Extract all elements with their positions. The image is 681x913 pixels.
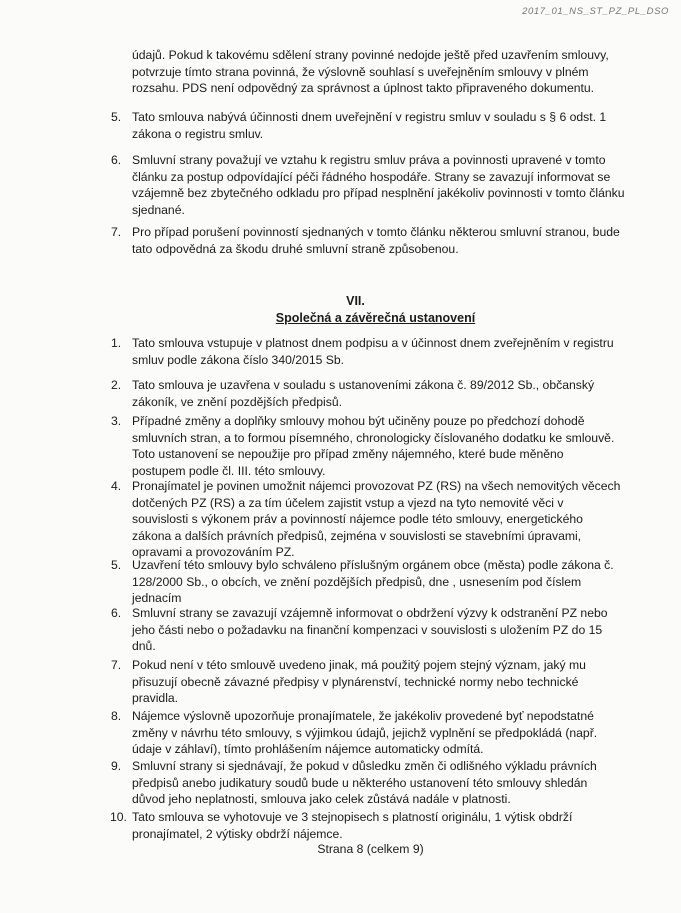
list-item: [111, 377, 651, 410]
section-title-text: Společná a závěrečná ustanovení: [275, 311, 476, 325]
item-number: 5.: [111, 558, 122, 572]
document-code: 2017_01_NS_ST_PZ_PL_DSO: [522, 6, 669, 17]
continued-paragraph: údajů. Pokud k takovému sdělení strany povinné nedojde ještě před uzavřením smlouvy, potvrzuje tímto strana povinná, že výslovně souhlasí s uveřejněním smlouvy v plném rozsahu. PDS není odpovědný za správnost a úplnost takto připraveného dokumentu.: [132, 48, 609, 96]
list-item: [111, 224, 651, 257]
item-text: Tato smlouva se vyhotovuje ve 3 stejnopisech s platností originálu, 1 výtisk obdrží pronajímatel, 2 výtisky obdrží nájemce.: [132, 810, 573, 841]
section-title: [0, 311, 681, 325]
item-text: Smluvní strany považují ve vztahu k registru smluv práva a povinnosti upravené v tomto článku za postup odpovídající péči řádného hospodáře. Strany se zavazují informovat se vzájemně bez zbytečného odkladu pro případ nesplnění jakékoliv povinnosti v tomto článku sjednané.: [132, 153, 625, 217]
item-text: Tato smlouva je uzavřena v souladu s ustanoveními zákona č. 89/2012 Sb., občanský zákoník, ve znění pozdějších předpisů.: [132, 378, 595, 409]
item-text: Tato smlouva vstupuje v platnost dnem podpisu a v účinnost dnem zveřejněním v registru smluv podle zákona číslo 340/2015 Sb.: [132, 336, 614, 367]
list-item: [111, 335, 651, 368]
page-number: Strana 8 (celkem 9): [317, 842, 424, 856]
item-text: Nájemce výslovně upozorňuje pronajímatele, že jakékoliv provedené byť nepodstatné změny v návrhu této smlouvy, s výjimkou údajů, jejichž vyplnění se předpokládá (např. údaje v záhlaví), tímto prohlášením nájemce automaticky odmítá.: [132, 709, 598, 757]
item-number: 8.: [111, 709, 122, 723]
item-text: Smluvní strany se zavazují vzájemně informovat o obdržení výzvy k odstranění PZ nebo jeho části nebo o požadavku na finanční kompenzaci v souvislosti s uložením PZ do 15 dnů.: [132, 606, 608, 654]
item-text: Uzavření této smlouvy bylo schváleno příslušným orgánem obce (města) podle zákona č. 128/2000 Sb., o obcích, ve znění pozdějších předpisů, dne , usnesením pod číslem jednacím: [132, 558, 614, 606]
section-number: VII.: [346, 294, 365, 308]
item-text: Pro případ porušení povinností sjednaných v tomto článku některou smluvní stranou, bude tato odpovědná za škodu druhé smluvní straně způsobenou.: [132, 225, 620, 256]
item-text: Případné změny a doplňky smlouvy mohou být učiněny pouze po předchozí dohodě smluvních stran, a to formou písemného, chronologicky číslovaného dodatku ke smlouvě. Toto ustanovení se nepoužije pro případ změny nájemného, které bude měněno postupem podle čl. III. této smlouvy.: [132, 414, 615, 478]
list-item: [111, 657, 656, 707]
list-item: [111, 809, 656, 842]
item-number: 2.: [111, 378, 122, 392]
list-item: [111, 605, 656, 655]
item-number: 3.: [111, 414, 122, 428]
item-text: Smluvní strany si sjednávají, že pokud v důsledku změn či odlišného výkladu právních předpisů anebo judikatury soudů bude u některého ustanovení této smlouvy shledán důvod jeho neplatnosti, smlouva jako celek zůstává nadále v platnosti.: [132, 759, 597, 807]
list-item: [111, 109, 631, 142]
item-number: 7.: [111, 658, 122, 672]
item-number: 7.: [111, 225, 122, 239]
list-item: [111, 152, 651, 218]
item-number: 6.: [111, 153, 122, 167]
list-item: [111, 478, 656, 561]
item-number: 1.: [111, 336, 122, 350]
item-number: 10.: [110, 810, 127, 824]
item-text: Pokud není v této smlouvě uvedeno jinak, má použitý pojem stejný význam, jaký mu přisuzují obecně závazné předpisy v plynárenství, technické normy nebo technické pravidla.: [132, 658, 586, 706]
list-item: [111, 413, 656, 479]
list-item: [111, 708, 656, 758]
item-number: 4.: [111, 479, 122, 493]
list-item: [111, 758, 656, 808]
item-number: 5.: [111, 110, 122, 124]
list-item: [111, 557, 656, 607]
item-text: Tato smlouva nabývá účinnosti dnem uveřejnění v registru smluv v souladu s § 6 odst. 1 zákona o registru smluv.: [132, 110, 607, 141]
item-number: 9.: [111, 759, 122, 773]
item-text: Pronajímatel je povinen umožnit nájemci provozovat PZ (RS) na všech nemovitých věcech dotčených PZ (RS) a za tím účelem zajistit vstup a vjezd na tyto nemovité věci v souvislosti s výkonem práv a povinností nájemce podle této smlouvy, energetického zákona a dalších právních předpisů, zejména v souvislosti se stavebními úpravami, opravami a provozováním PZ.: [132, 479, 621, 560]
item-number: 6.: [111, 606, 122, 620]
